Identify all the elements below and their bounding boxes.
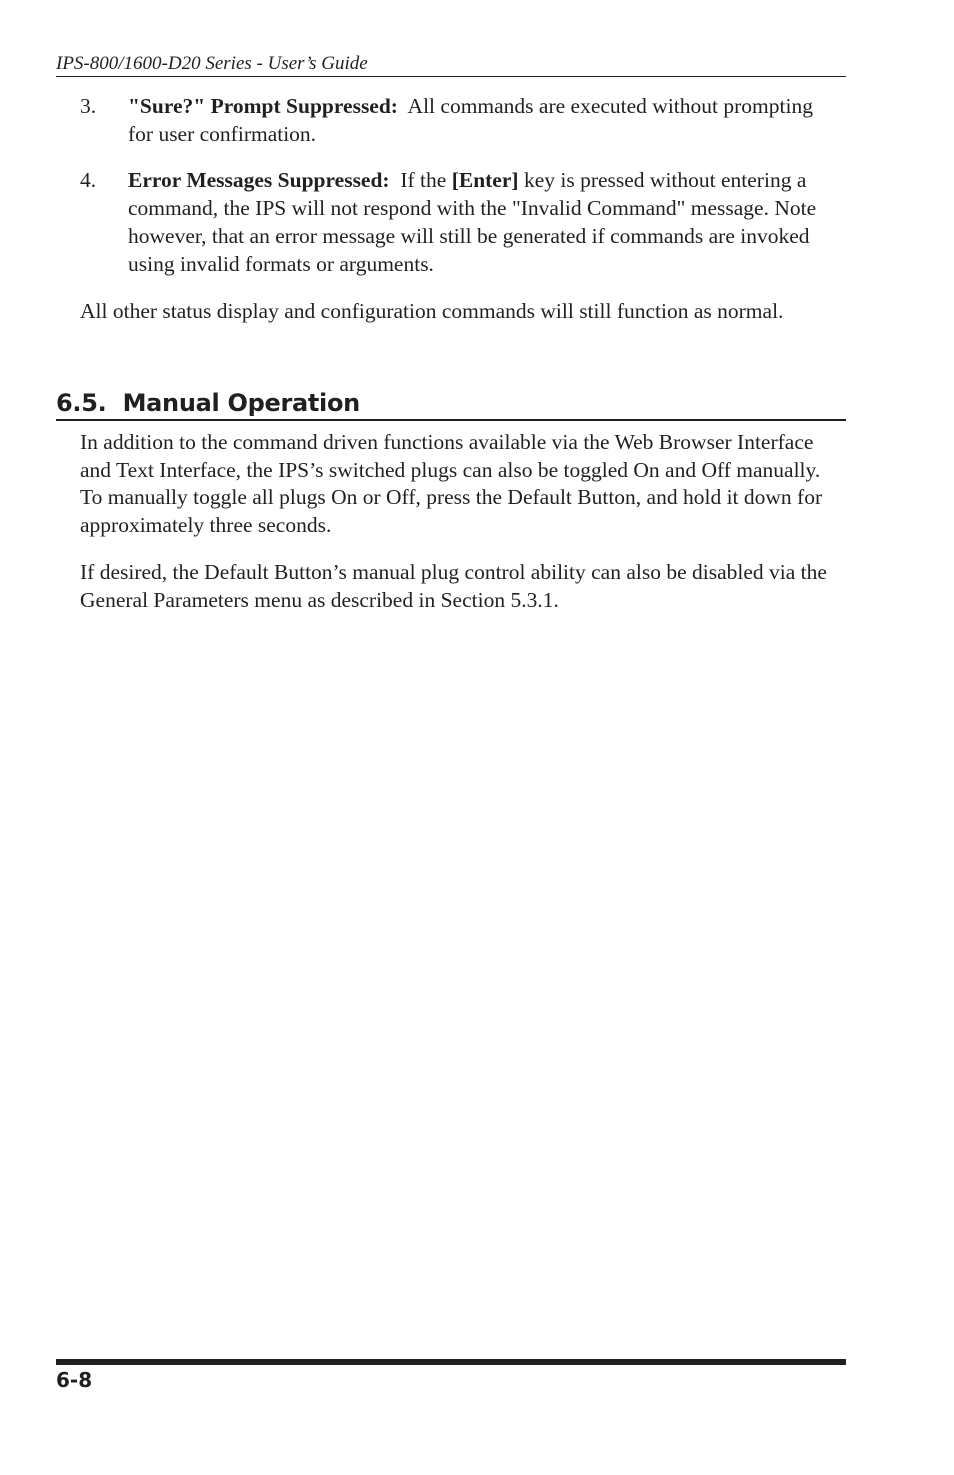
footer-rule	[56, 1359, 846, 1365]
list-item-text: key is pressed without entering a command, the IPS will not respond with the "Invalid Command" message. Note however, that an error message will still be generated if commands are invoked using invalid formats or arguments.	[128, 168, 817, 276]
default-button-paragraph: If desired, the Default Button’s manual plug control ability can also be disabled via the General Parameters menu as described in Section 5.3.1.	[80, 560, 827, 612]
running-header-title: IPS-800/1600-D20 Series - User’s Guide	[56, 53, 368, 74]
list-item-term: "Sure?" Prompt Suppressed:	[128, 94, 398, 118]
list-item-text: All commands are executed without prompting for user confirmation.	[128, 94, 813, 146]
list-item-number: 4.	[80, 168, 97, 193]
page-number: 6-8	[56, 1368, 93, 1392]
list-item	[80, 93, 840, 148]
list-item	[80, 167, 840, 278]
enter-key-label: [Enter]	[451, 168, 519, 193]
running-header	[56, 52, 846, 77]
prompt-options-list	[80, 93, 840, 297]
list-item-term: Error Messages Suppressed:	[128, 168, 390, 193]
section-title: Manual Operation	[122, 389, 360, 417]
manual-operation-paragraph: In addition to the command driven functions available via the Web Browser Interface and Text Interface, the IPS’s switched plugs can also be toggled On and Off manually. To manually toggle all plugs On or Off, press the Default Button, and hold it down for approximately three seconds.	[80, 430, 823, 538]
list-item-text: If the	[400, 168, 447, 193]
section-number: 6.5.	[56, 389, 107, 417]
list-item-number: 3.	[80, 94, 97, 118]
section-heading	[56, 388, 846, 421]
status-commands-paragraph: All other status display and configuration commands will still function as normal.	[80, 299, 784, 323]
